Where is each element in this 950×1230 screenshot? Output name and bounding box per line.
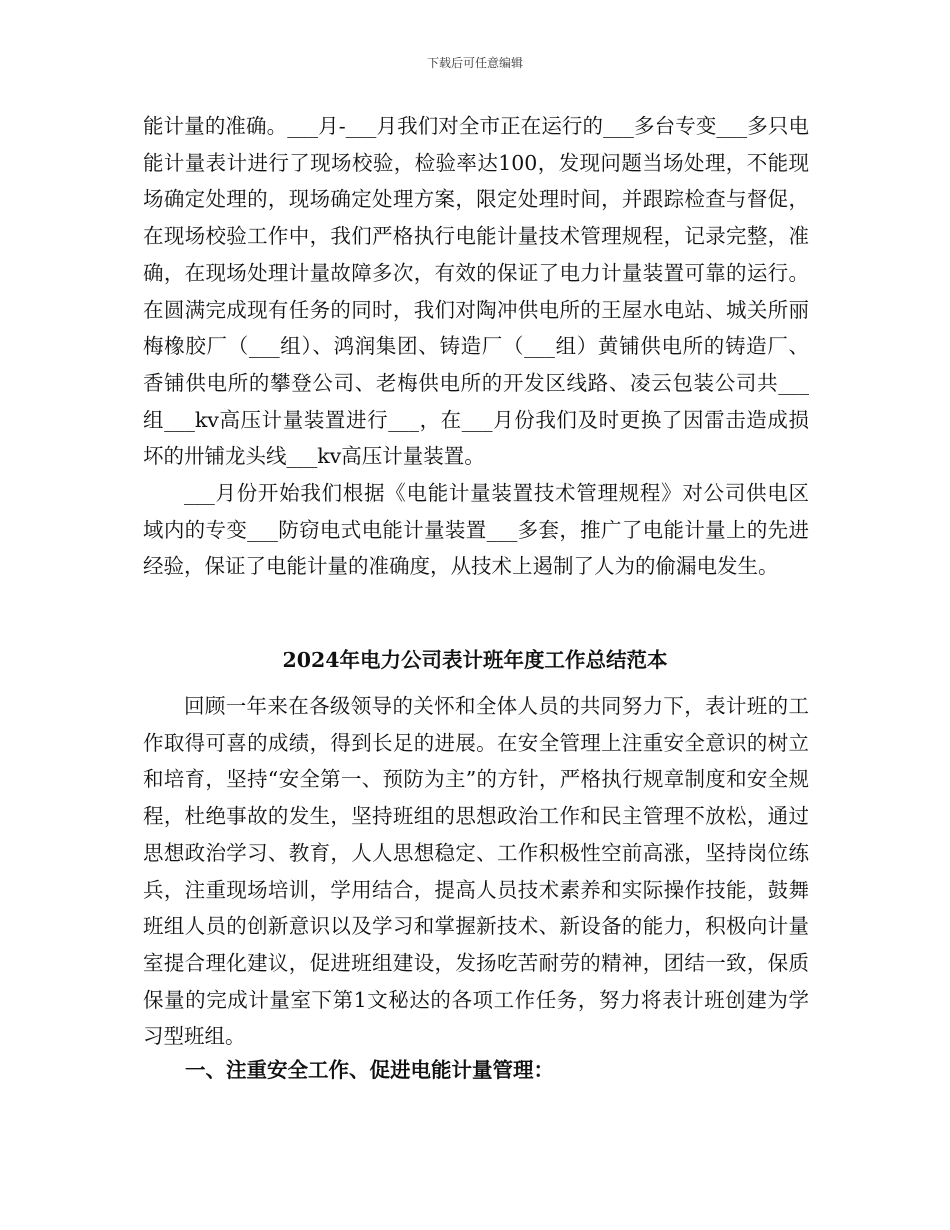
paragraph: 回顾一年来在各级领导的关怀和全体人员的共同努力下，表计班的工作取得可喜的成绩，得到长足的进展。在安全管理上注重安全意识的树立和培育，坚持“安全第一、预防为主”的方针，严格执行规章制度和安全规程，杜绝事故的发生，坚持班组的思想政治工作和民主管理不放松，通过思想政治学习、教育，人人思想稳定、工作积极性空前高涨，坚持岗位练兵，注重现场培训，学用结合，提高人员技术素养和实际操作技能，鼓舞班组人员的创新意识以及学习和掌握新技术、新设备的能力，积极向计量室提合理化建议，促进班组建设，发扬吃苦耐劳的精神，团结一致，保质保量的完成计量室下第1文秘达的各项工作任务，努力将表计班创建为学习型班组。 [143, 694, 809, 1049]
document-title: 2024年电力公司表计班年度工作总结范本 [282, 648, 668, 672]
paragraph: ___月份开始我们根据《电能计量装置技术管理规程》对公司供电区域内的专变___防窃电式电能计量装置___多套，推广了电能计量上的先进经验，保证了电能计量的准确度，从技术上遏制了人为的偷漏电发生。 [143, 481, 809, 579]
paragraph: 能计量的准确。___月-___月我们对全市正在运行的___多台专变___多只电能计量表计进行了现场校验，检验率达100，发现问题当场处理，不能现场确定处理的，现场确定处理方案，限定处理时间，并跟踪检查与督促，在现场校验工作中，我们严格执行电能计量技术管理规程，记录完整，准确，在现场处理计量故障多次，有效的保证了电力计量装置可靠的运行。在圆满完成现有任务的同时，我们对陶冲供电所的王屋水电站、城关所丽梅橡胶厂（___组）、鸿润集团、铸造厂（___组）黄铺供电所的铸造厂、香铺供电所的攀登公司、老梅供电所的开发区线路、凌云包装公司共___组___kv高压计量装置进行___，在___月份我们及时更换了因雷击造成损坏的卅铺龙头线___kv高压计量装置。 [143, 114, 809, 469]
page-header: 下载后可任意编辑 [426, 56, 523, 70]
section-1 [143, 108, 809, 585]
section-heading: 一、注重安全工作、促进电能计量管理： [185, 1058, 554, 1082]
